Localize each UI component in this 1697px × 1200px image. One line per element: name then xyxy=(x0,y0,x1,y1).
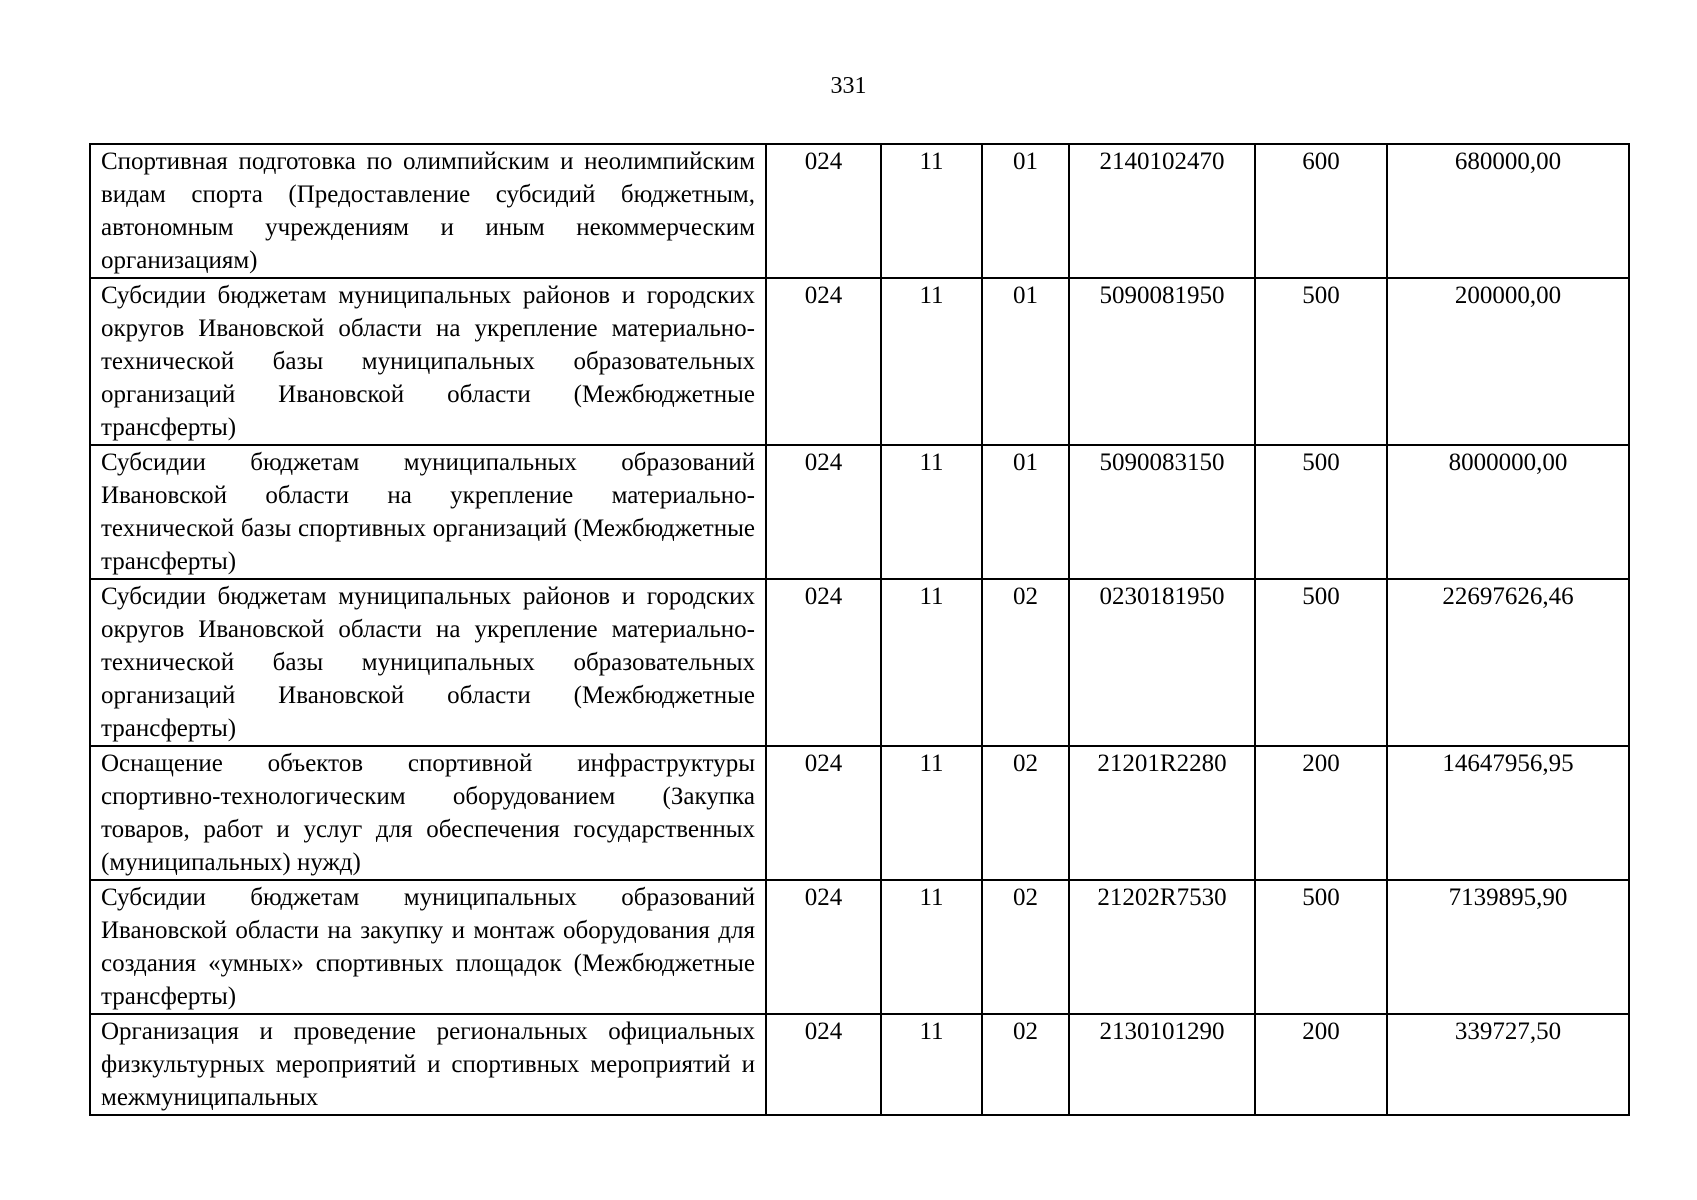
row-expense-type: 200 xyxy=(1255,1014,1387,1115)
row-amount: 7139895,90 xyxy=(1387,880,1629,1014)
row-subsection-code: 01 xyxy=(982,144,1069,278)
row-expense-type: 600 xyxy=(1255,144,1387,278)
row-expense-type: 500 xyxy=(1255,278,1387,445)
table-row xyxy=(90,144,1629,278)
row-ministry-code: 024 xyxy=(766,746,881,880)
row-amount: 200000,00 xyxy=(1387,278,1629,445)
row-ministry-code: 024 xyxy=(766,579,881,746)
row-description: Субсидии бюджетам муниципальных районов и городских округов Ивановской области на укрепление материально-технической базы муниципальных образовательных организаций Ивановской области (Межбюджетные трансферты) xyxy=(90,278,766,445)
row-subsection-code: 02 xyxy=(982,579,1069,746)
row-description: Субсидии бюджетам муниципальных образований Ивановской области на укрепление материально-технической базы спортивных организаций (Межбюджетные трансферты) xyxy=(90,445,766,579)
row-target-article: 2130101290 xyxy=(1069,1014,1255,1115)
row-amount: 339727,50 xyxy=(1387,1014,1629,1115)
row-ministry-code: 024 xyxy=(766,1014,881,1115)
row-description: Субсидии бюджетам муниципальных районов и городских округов Ивановской области на укрепление материально-технической базы муниципальных образовательных организаций Ивановской области (Межбюджетные трансферты) xyxy=(90,579,766,746)
row-amount: 8000000,00 xyxy=(1387,445,1629,579)
row-description: Субсидии бюджетам муниципальных образований Ивановской области на закупку и монтаж оборудования для создания «умных» спортивных площадок (Межбюджетные трансферты) xyxy=(90,880,766,1014)
row-description: Организация и проведение региональных официальных физкультурных мероприятий и спортивных мероприятий и межмуниципальных xyxy=(90,1014,766,1115)
row-description: Оснащение объектов спортивной инфраструктуры спортивно-технологическим оборудованием (Закупка товаров, работ и услуг для обеспечения государственных (муниципальных) нужд) xyxy=(90,746,766,880)
row-amount: 680000,00 xyxy=(1387,144,1629,278)
row-section-code: 11 xyxy=(881,278,982,445)
row-section-code: 11 xyxy=(881,880,982,1014)
row-ministry-code: 024 xyxy=(766,278,881,445)
row-target-article: 5090083150 xyxy=(1069,445,1255,579)
row-subsection-code: 02 xyxy=(982,880,1069,1014)
page-number: 331 xyxy=(830,73,867,99)
row-target-article: 21202R7530 xyxy=(1069,880,1255,1014)
row-ministry-code: 024 xyxy=(766,144,881,278)
row-expense-type: 500 xyxy=(1255,880,1387,1014)
row-target-article: 2140102470 xyxy=(1069,144,1255,278)
row-subsection-code: 02 xyxy=(982,1014,1069,1115)
row-section-code: 11 xyxy=(881,445,982,579)
row-expense-type: 500 xyxy=(1255,445,1387,579)
row-description: Спортивная подготовка по олимпийским и неолимпийским видам спорта (Предоставление субсидий бюджетным, автономным учреждениям и иным некоммерческим организациям) xyxy=(90,144,766,278)
row-target-article: 5090081950 xyxy=(1069,278,1255,445)
row-ministry-code: 024 xyxy=(766,445,881,579)
row-expense-type: 200 xyxy=(1255,746,1387,880)
table-row xyxy=(90,746,1629,880)
row-target-article: 0230181950 xyxy=(1069,579,1255,746)
row-section-code: 11 xyxy=(881,579,982,746)
table-row xyxy=(90,579,1629,746)
table-row xyxy=(90,278,1629,445)
row-subsection-code: 02 xyxy=(982,746,1069,880)
row-ministry-code: 024 xyxy=(766,880,881,1014)
row-target-article: 21201R2280 xyxy=(1069,746,1255,880)
row-section-code: 11 xyxy=(881,144,982,278)
row-subsection-code: 01 xyxy=(982,445,1069,579)
row-subsection-code: 01 xyxy=(982,278,1069,445)
budget-table xyxy=(89,143,1630,1116)
table-row xyxy=(90,880,1629,1014)
table-row xyxy=(90,445,1629,579)
table-row xyxy=(90,1014,1629,1115)
row-section-code: 11 xyxy=(881,746,982,880)
row-expense-type: 500 xyxy=(1255,579,1387,746)
row-section-code: 11 xyxy=(881,1014,982,1115)
row-amount: 22697626,46 xyxy=(1387,579,1629,746)
row-amount: 14647956,95 xyxy=(1387,746,1629,880)
